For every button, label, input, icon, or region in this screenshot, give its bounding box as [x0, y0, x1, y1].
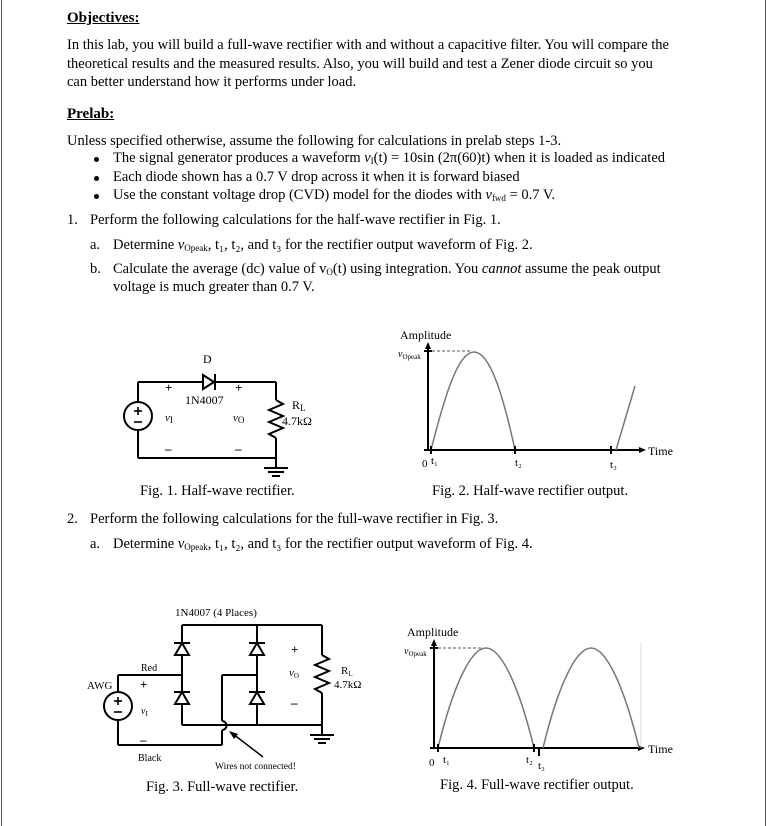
- fig1-diode-label: D: [203, 352, 212, 366]
- step-2-text: Perform the following calculations for the full-wave rectifier in Fig. 3.: [90, 511, 499, 527]
- subscript: Opeak: [402, 353, 421, 361]
- fig4-x-label: Time: [648, 742, 673, 756]
- fig1-diode-part: 1N4007: [185, 393, 224, 407]
- fig2-y-label: Amplitude: [400, 328, 452, 342]
- fig3-red-label: Red: [141, 663, 158, 674]
- item-text: (t) using integration. You: [332, 261, 482, 277]
- fig4-caption: Fig. 4. Full-wave rectifier output.: [440, 777, 634, 793]
- step-2a-letter: a.: [90, 536, 101, 552]
- fig4-y-label: Amplitude: [407, 625, 459, 639]
- fig1-resistor-value: 4.7kΩ: [282, 414, 312, 428]
- subscript: Opeak: [184, 542, 208, 552]
- fig1-vin-minus: –: [165, 441, 172, 456]
- item-text: assume the peak output: [521, 261, 661, 277]
- variable: v: [165, 412, 170, 424]
- fig4-peak-label: [404, 642, 427, 664]
- subscript: Opeak: [184, 243, 208, 253]
- subscript: L: [348, 670, 353, 678]
- bullet-text: Each diode shown has a 0.7 V drop across it when it is forward biased: [113, 169, 520, 185]
- subscript: Opeak: [408, 650, 427, 658]
- fig3-vout-plus: +: [291, 642, 299, 657]
- objectives-line-2: theoretical results and the measured results. Also, you will build and test a Zener diode circuit so you: [67, 56, 653, 72]
- diode-icon: [249, 643, 265, 655]
- diode-icon: [174, 692, 190, 704]
- subscript: O: [293, 672, 299, 680]
- objectives-line-1: In this lab, you will build a full-wave rectifier with and without a capacitive filter. You will compare the: [67, 37, 669, 53]
- diode-icon: [203, 375, 214, 389]
- variable: v: [233, 412, 238, 424]
- fig3-caption: Fig. 3. Full-wave rectifier.: [146, 779, 299, 795]
- subscript: O: [326, 267, 333, 277]
- resistor-icon: [269, 400, 283, 438]
- item-text: Calculate the average (dc) value of v: [113, 261, 327, 277]
- fig1-vin-label: [165, 409, 173, 430]
- fig2-x-label: Time: [648, 444, 673, 458]
- fig2-t2-label: t₂: [515, 457, 522, 469]
- ground-icon: [310, 735, 334, 743]
- objectives-line-3: can better understand how it performs under load.: [67, 74, 357, 90]
- variable: v: [177, 237, 185, 253]
- variable: v: [177, 536, 185, 552]
- objectives-heading: Objectives:: [67, 10, 140, 26]
- fig3-resistor-value: 4.7kΩ: [334, 679, 362, 691]
- fig2-origin-label: 0: [422, 458, 428, 470]
- subscript: I: [169, 415, 173, 425]
- waveform-next-cycle: [616, 386, 635, 450]
- variable: v: [364, 150, 371, 166]
- waveform-cycle-2: [543, 648, 639, 748]
- voltage-source-icon: [104, 692, 132, 720]
- item-text: , t₁, t₂, and t₃ for the rectifier output waveform of Fig. 4.: [207, 536, 533, 552]
- source-polarity: [114, 697, 122, 712]
- variable: v: [398, 349, 403, 360]
- fig3-vin-plus: +: [140, 677, 148, 692]
- fig4-t2-label: t₂: [526, 754, 533, 766]
- bridge-diodes: [174, 643, 265, 704]
- bullet-text: = 0.7 V.: [505, 187, 556, 203]
- step-1-number: 1.: [67, 212, 78, 228]
- waveform-cycle-1: [438, 648, 534, 748]
- item-text: , t₁, t₂, and t₃ for the rectifier output waveform of Fig. 2.: [207, 237, 533, 253]
- fig2-peak-label: [398, 345, 421, 367]
- prelab-intro: Unless specified otherwise, assume the following for calculations in prelab steps 1-3.: [67, 133, 562, 149]
- resistor-name: R: [292, 398, 301, 412]
- fig1-vout-minus: –: [235, 441, 242, 456]
- item-text: Determine: [113, 536, 178, 552]
- fig2-t1-label: t₁: [431, 455, 438, 467]
- subscript: L: [300, 403, 306, 413]
- fig2-half-wave-output-plot: [424, 342, 646, 454]
- variable: v: [141, 706, 146, 717]
- step-1a-letter: a.: [90, 237, 101, 253]
- resistor-icon: [315, 655, 329, 693]
- step-1b-text-line-2: voltage is much greater than 0.7 V.: [113, 279, 315, 295]
- diode-icon: [249, 692, 265, 704]
- fig3-full-wave-rectifier-schematic: [104, 625, 334, 745]
- fig4-origin-label: 0: [429, 757, 435, 769]
- subscript: O: [237, 415, 245, 425]
- variable: v: [485, 187, 492, 203]
- fig3-vout-minus: –: [291, 695, 298, 710]
- fig2-t3-label: t₃: [610, 459, 617, 471]
- fig4-t1-label: t₁: [443, 754, 450, 766]
- prelab-heading: Prelab:: [67, 106, 115, 122]
- fig3-source-name: AWG: [87, 680, 113, 692]
- diode-icon: [174, 643, 190, 655]
- fig1-caption: Fig. 1. Half-wave rectifier.: [140, 483, 295, 499]
- fig2-caption: Fig. 2. Half-wave rectifier output.: [432, 483, 629, 499]
- fig3-vin-minus: –: [140, 732, 147, 747]
- item-text: Determine: [113, 237, 178, 253]
- variable: v: [289, 667, 294, 679]
- fig1-vout-label: [233, 409, 244, 430]
- resistor-name: R: [341, 665, 349, 677]
- subscript: I: [145, 710, 148, 718]
- fig3-diode-part: 1N4007 (4 Places): [175, 607, 257, 619]
- x-axis-arrow-icon: [639, 447, 646, 453]
- emphasis: cannot: [481, 261, 522, 277]
- ground-icon: [264, 468, 288, 476]
- waveform-half-cycle: [431, 352, 515, 450]
- subscript: fwd: [491, 193, 506, 203]
- fig3-black-label: Black: [138, 753, 162, 764]
- fig3-note: Wires not connected!: [215, 762, 296, 772]
- fig4-full-wave-output-plot: [430, 639, 645, 756]
- bullet-text: (t) = 10sin (2π(60)t) when it is loaded as indicated: [373, 150, 666, 166]
- fig1-vout-plus: +: [235, 380, 243, 395]
- subscript: I: [370, 156, 374, 166]
- wires-not-connected-arrow-icon: [229, 731, 263, 757]
- fig1-vin-plus: +: [165, 380, 173, 395]
- step-1b-letter: b.: [90, 261, 101, 277]
- step-1-text: Perform the following calculations for the half-wave rectifier in Fig. 1.: [90, 212, 501, 228]
- step-2-number: 2.: [67, 511, 78, 527]
- fig3-vout-label: [289, 664, 299, 686]
- variable: v: [404, 646, 409, 657]
- fig3-vin-label: [141, 702, 148, 724]
- fig4-t3-label: t₃: [538, 760, 545, 772]
- fig1-half-wave-rectifier-schematic: [124, 374, 288, 476]
- bullet-text: The signal generator produces a waveform: [113, 150, 365, 166]
- voltage-source-icon: [124, 402, 152, 430]
- bullet-text: Use the constant voltage drop (CVD) model for the diodes with: [113, 187, 486, 203]
- source-polarity: [134, 407, 142, 422]
